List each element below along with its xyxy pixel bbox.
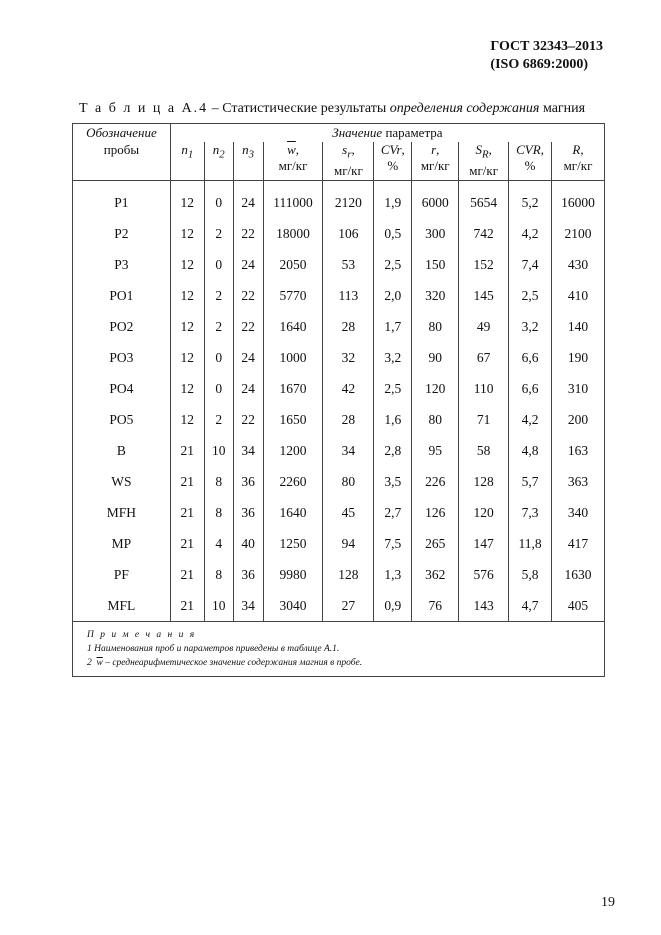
header-col-0: $n_1$ (170, 142, 204, 181)
value-cell: 8 (204, 559, 233, 590)
value-cell: 2260 (263, 466, 323, 497)
value-cell: 5,8 (509, 559, 552, 590)
value-cell: 67 (459, 342, 509, 373)
sample-name-cell: PO3 (73, 342, 171, 373)
caption-text-italic: определения содержания (389, 101, 540, 116)
value-cell: 0 (204, 373, 233, 404)
sample-name-cell: WS (73, 466, 171, 497)
table-row (73, 249, 605, 280)
value-cell: 163 (552, 435, 605, 466)
value-cell: 2,8 (374, 435, 412, 466)
value-cell: 40 (233, 528, 263, 559)
sample-name-cell: PO2 (73, 311, 171, 342)
value-cell: 265 (412, 528, 459, 559)
header-col-7: $S_R$, мг/кг (459, 142, 509, 181)
value-cell: 742 (459, 218, 509, 249)
value-cell: 4,8 (509, 435, 552, 466)
table-row (73, 435, 605, 466)
value-cell: 12 (170, 342, 204, 373)
value-cell: 120 (412, 373, 459, 404)
value-cell: 21 (170, 559, 204, 590)
value-cell: 21 (170, 528, 204, 559)
value-cell: 21 (170, 497, 204, 528)
table-row (73, 497, 605, 528)
value-cell: 5654 (459, 181, 509, 219)
value-cell: 3,5 (374, 466, 412, 497)
statistics-table (72, 123, 605, 677)
header-col-5: CVr, % (374, 142, 412, 181)
value-cell: 4,2 (509, 218, 552, 249)
sample-name-cell: P2 (73, 218, 171, 249)
value-cell: 576 (459, 559, 509, 590)
value-cell: 126 (412, 497, 459, 528)
value-cell: 2,5 (509, 280, 552, 311)
value-cell: 24 (233, 249, 263, 280)
header-col-2: $n_3$ (233, 142, 263, 181)
value-cell: 34 (233, 435, 263, 466)
value-cell: 2,5 (374, 373, 412, 404)
value-cell: 12 (170, 249, 204, 280)
value-cell: 95 (412, 435, 459, 466)
sample-name-cell: P3 (73, 249, 171, 280)
value-cell: 4,7 (509, 590, 552, 622)
value-cell: 1200 (263, 435, 323, 466)
table-row (73, 218, 605, 249)
value-cell: 2100 (552, 218, 605, 249)
value-cell: 0,5 (374, 218, 412, 249)
value-cell: 226 (412, 466, 459, 497)
header-col-1: $n_2$ (204, 142, 233, 181)
value-cell: 128 (323, 559, 374, 590)
value-cell: 16000 (552, 181, 605, 219)
value-cell: 22 (233, 218, 263, 249)
caption-text: – Статистические результаты (208, 101, 390, 116)
value-cell: 21 (170, 466, 204, 497)
value-cell: 3,2 (509, 311, 552, 342)
value-cell: 6,6 (509, 373, 552, 404)
note-1: 1 Наименования проб и параметров приведены в таблице А.1. (87, 644, 340, 654)
header-designation: Обозначение (73, 124, 171, 143)
value-cell: 12 (170, 311, 204, 342)
standard-number: ГОСТ 32343–2013 (490, 39, 603, 54)
value-cell: 143 (459, 590, 509, 622)
value-cell: 1000 (263, 342, 323, 373)
value-cell: 53 (323, 249, 374, 280)
value-cell: 405 (552, 590, 605, 622)
table-row (73, 373, 605, 404)
value-cell: 0 (204, 181, 233, 219)
value-cell: 150 (412, 249, 459, 280)
value-cell: 4 (204, 528, 233, 559)
value-cell: 1,6 (374, 404, 412, 435)
value-cell: 111000 (263, 181, 323, 219)
value-cell: 34 (323, 435, 374, 466)
value-cell: 36 (233, 559, 263, 590)
sample-name-cell: P1 (73, 181, 171, 219)
value-cell: 71 (459, 404, 509, 435)
value-cell: 94 (323, 528, 374, 559)
value-cell: 120 (459, 497, 509, 528)
value-cell: 1640 (263, 311, 323, 342)
sample-name-cell: B (73, 435, 171, 466)
value-cell: 2 (204, 311, 233, 342)
value-cell: 80 (412, 311, 459, 342)
value-cell: 58 (459, 435, 509, 466)
value-cell: 1,3 (374, 559, 412, 590)
value-cell: 12 (170, 404, 204, 435)
value-cell: 363 (552, 466, 605, 497)
header-col-6: r, мг/кг (412, 142, 459, 181)
sample-name-cell: PF (73, 559, 171, 590)
value-cell: 10 (204, 435, 233, 466)
value-cell: 7,3 (509, 497, 552, 528)
value-cell: 0,9 (374, 590, 412, 622)
value-cell: 2,0 (374, 280, 412, 311)
value-cell: 9980 (263, 559, 323, 590)
table-row (73, 181, 605, 219)
value-cell: 106 (323, 218, 374, 249)
value-cell: 0 (204, 249, 233, 280)
value-cell: 1250 (263, 528, 323, 559)
value-cell: 3040 (263, 590, 323, 622)
value-cell: 5,7 (509, 466, 552, 497)
value-cell: 410 (552, 280, 605, 311)
value-cell: 22 (233, 404, 263, 435)
value-cell: 1670 (263, 373, 323, 404)
value-cell: 1630 (552, 559, 605, 590)
value-cell: 49 (459, 311, 509, 342)
value-cell: 200 (552, 404, 605, 435)
value-cell: 36 (233, 497, 263, 528)
value-cell: 8 (204, 466, 233, 497)
value-cell: 21 (170, 590, 204, 622)
table-row (73, 559, 605, 590)
value-cell: 22 (233, 280, 263, 311)
value-cell: 4,2 (509, 404, 552, 435)
value-cell: 300 (412, 218, 459, 249)
value-cell: 12 (170, 218, 204, 249)
value-cell: 128 (459, 466, 509, 497)
value-cell: 12 (170, 181, 204, 219)
table-row (73, 404, 605, 435)
header-sample: пробы (73, 142, 171, 181)
value-cell: 1640 (263, 497, 323, 528)
value-cell: 42 (323, 373, 374, 404)
header-col-8: CVR, % (509, 142, 552, 181)
header-parameter-value: Значение параметра (170, 124, 604, 143)
value-cell: 2050 (263, 249, 323, 280)
table-row (73, 311, 605, 342)
value-cell: 2 (204, 218, 233, 249)
value-cell: 7,5 (374, 528, 412, 559)
value-cell: 36 (233, 466, 263, 497)
value-cell: 2 (204, 404, 233, 435)
value-cell: 10 (204, 590, 233, 622)
value-cell: 1,7 (374, 311, 412, 342)
table-notes (73, 622, 605, 677)
value-cell: 6000 (412, 181, 459, 219)
table-caption (79, 101, 585, 117)
value-cell: 28 (323, 311, 374, 342)
value-cell: 12 (170, 373, 204, 404)
value-cell: 90 (412, 342, 459, 373)
value-cell: 140 (552, 311, 605, 342)
value-cell: 417 (552, 528, 605, 559)
table-row (73, 280, 605, 311)
header-col-9: R, мг/кг (552, 142, 605, 181)
sample-name-cell: MFL (73, 590, 171, 622)
table-row (73, 466, 605, 497)
value-cell: 6,6 (509, 342, 552, 373)
value-cell: 27 (323, 590, 374, 622)
value-cell: 76 (412, 590, 459, 622)
standard-designation (490, 38, 603, 74)
value-cell: 5770 (263, 280, 323, 311)
value-cell: 12 (170, 280, 204, 311)
value-cell: 0 (204, 342, 233, 373)
value-cell: 5,2 (509, 181, 552, 219)
value-cell: 147 (459, 528, 509, 559)
value-cell: 24 (233, 373, 263, 404)
value-cell: 310 (552, 373, 605, 404)
value-cell: 22 (233, 311, 263, 342)
iso-reference: (ISO 6869:2000) (490, 57, 589, 72)
value-cell: 340 (552, 497, 605, 528)
note-2: 2 $\overline{w}$ – среднеарифметическое значение содержания магния в пробе. (87, 658, 363, 668)
page-number: 19 (601, 895, 615, 910)
sample-name-cell: PO5 (73, 404, 171, 435)
value-cell: 362 (412, 559, 459, 590)
table-row (73, 590, 605, 622)
value-cell: 1,9 (374, 181, 412, 219)
table-row (73, 342, 605, 373)
sample-name-cell: PO1 (73, 280, 171, 311)
header-col-4: $s_r$, мг/кг (323, 142, 374, 181)
value-cell: 2,7 (374, 497, 412, 528)
sample-name-cell: MP (73, 528, 171, 559)
table-row (73, 528, 605, 559)
value-cell: 190 (552, 342, 605, 373)
value-cell: 2120 (323, 181, 374, 219)
header-col-3: $\overline{w}$, мг/кг (263, 142, 323, 181)
value-cell: 45 (323, 497, 374, 528)
value-cell: 11,8 (509, 528, 552, 559)
sample-name-cell: PO4 (73, 373, 171, 404)
value-cell: 24 (233, 342, 263, 373)
notes-title: П р и м е ч а н и я (87, 630, 197, 640)
value-cell: 8 (204, 497, 233, 528)
value-cell: 2 (204, 280, 233, 311)
caption-text-end: магния (539, 101, 586, 116)
value-cell: 80 (323, 466, 374, 497)
value-cell: 110 (459, 373, 509, 404)
value-cell: 24 (233, 181, 263, 219)
caption-label: Т а б л и ц а А.4 (79, 101, 209, 116)
sample-name-cell: MFH (73, 497, 171, 528)
value-cell: 1650 (263, 404, 323, 435)
value-cell: 430 (552, 249, 605, 280)
value-cell: 320 (412, 280, 459, 311)
value-cell: 145 (459, 280, 509, 311)
value-cell: 113 (323, 280, 374, 311)
value-cell: 7,4 (509, 249, 552, 280)
value-cell: 3,2 (374, 342, 412, 373)
value-cell: 152 (459, 249, 509, 280)
value-cell: 18000 (263, 218, 323, 249)
value-cell: 32 (323, 342, 374, 373)
value-cell: 80 (412, 404, 459, 435)
value-cell: 28 (323, 404, 374, 435)
value-cell: 21 (170, 435, 204, 466)
value-cell: 2,5 (374, 249, 412, 280)
value-cell: 34 (233, 590, 263, 622)
